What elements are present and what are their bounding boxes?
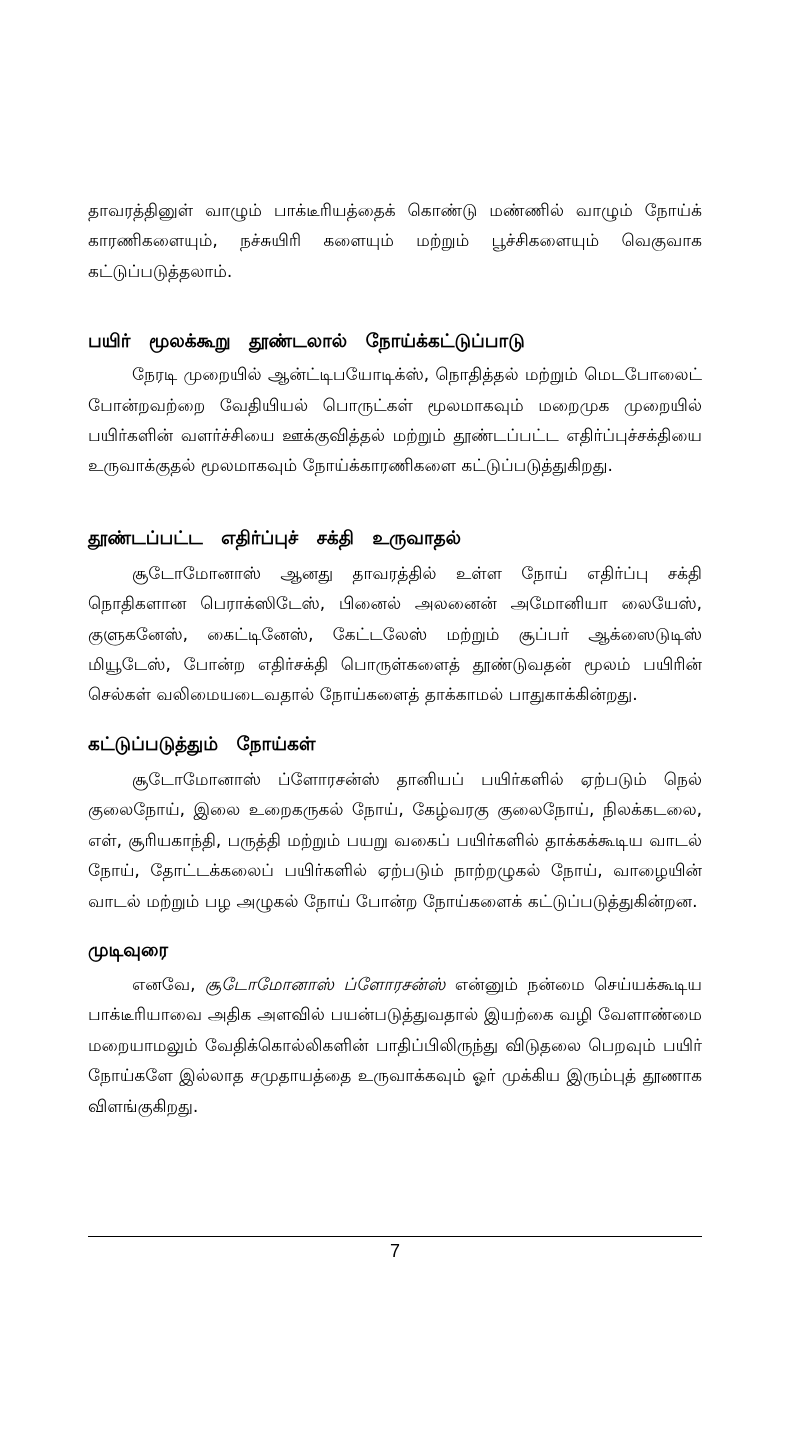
section-body-induced-resistance: சூடோமோனாஸ் ஆனது தாவரத்தில் உள்ள நோய் எதிர்ப்பு சக்தி நொதிகளான பெராக்ஸிடேஸ், பினைல் அலனைன் அமோனியா லையேஸ், குளுகனேஸ், கைட்டினேஸ், கேட்டலேஸ் மற்றும் சூப்பர் ஆக்ஸைடுடிஸ் மியூடேஸ், போன்ற எதிர்சக்தி பொருள்களைத் தூண்டுவதன் மூலம் பயிரின் செல்கள் வலிமையடைவதால் நோய்களைத் தாக்காமல் பாதுகாக்கின்றது. (88, 563, 702, 706)
section-heading-induced-disease-control: பயிர் மூலக்கூறு தூண்டலால் நோய்க்கட்டுப்பாடு (88, 331, 525, 353)
conclusion-lead: எனவே, (132, 974, 196, 995)
conclusion-italic-term: சூடோமோனாஸ் ப்ளோரசன்ஸ் (205, 974, 446, 995)
section-body-controlled-diseases: சூடோமோனாஸ் ப்ளோரசன்ஸ் தானியப் பயிர்களில் ஏற்படும் நெல் குலைநோய், இலை உறைகருகல் நோய், கேழ்வரகு குலைநோய், நிலக்கடலை, எள், சூரியகாந்தி, பருத்தி மற்றும் பயறு வகைப் பயிர்களில் தாக்கக்கூடிய வாடல் நோய், தோட்டக்கலைப் பயிர்களில் ஏற்படும் நாற்றழுகல் நோய், வாழையின் வாடல் மற்றும் பழ அழுகல் நோய் போன்ற நோய்களைக் கட்டுப்படுத்துகின்றன. (88, 769, 702, 912)
page-number: 7 (389, 1241, 400, 1261)
conclusion-heading: முடிவுரை (88, 939, 169, 961)
intro-paragraph: தாவரத்தினுள் வாழும் பாக்டீரியத்தைக் கொண்டு மண்ணில் வாழும் நோய்க் காரணிகளையும், நச்சுயிரி களையும் மற்றும் பூச்சிகளையும் வெகுவாக கட்டுப்படுத்தலாம். (88, 201, 702, 282)
section-heading-controlled-diseases: கட்டுப்படுத்தும் நோய்கள் (88, 733, 316, 755)
page-content (88, 196, 702, 1122)
footer-divider (88, 1236, 702, 1237)
section-heading-induced-resistance: தூண்டப்பட்ட எதிர்ப்புச் சக்தி உருவாதல் (88, 527, 462, 549)
section-body-induced-disease-control: நேரடி முறையில் ஆன்ட்டிபயோடிக்ஸ், நொதித்தல் மற்றும் மெடபோலைட் போன்றவற்றை வேதியியல் பொருட்கள் மூலமாகவும் மறைமுக முறையில் பயிர்களின் வளர்ச்சியை ஊக்குவித்தல் மற்றும் தூண்டப்பட்ட எதிர்ப்புச்சக்தியை உருவாக்குதல் மூலமாகவும் நோய்க்காரணிகளை கட்டுப்படுத்துகிறது. (88, 365, 702, 477)
conclusion-paragraph (88, 970, 702, 1122)
conclusion-rest: என்னும் நன்மை செய்யக்கூடிய பாக்டீரியாவை அதிக அளவில் பயன்படுத்துவதால் இயற்கை வழி வேளாண்மை மறையாமலும் வேதிக்கொல்லிகளின் பாதிப்பிலிருந்து விடுதலை பெறவும் பயிர் நோய்களே இல்லாத சமுதாயத்தை உருவாக்கவும் ஓர் முக்கிய இரும்புத் தூணாக விளங்குகிறது. (88, 974, 703, 1117)
